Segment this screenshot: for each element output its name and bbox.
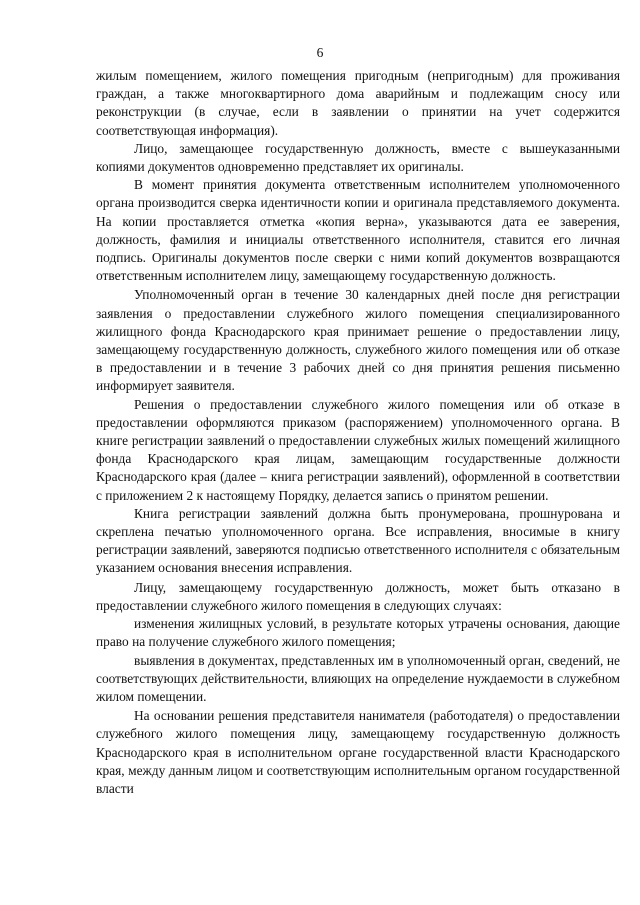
paragraph-register-book: Книга регистрации заявлений должна быть пронумерована, прошнурована и скреплена печатью уполномоченного органа. Все исправления, вносимые в книгу регистрации заявлений, заверяются подписью ответственного исполнителя с обязательным указанием основания внесения исправления. <box>96 505 620 576</box>
paragraph-decision-registration: Решения о предоставлении служебного жилого помещения или об отказе в предоставлении оформляются приказом (распоряжением) уполномоченного органа. В книге регистрации заявлений о предоставлении служебных жилых помещений жилищного фонда Краснодарского края лицам, замещающим государственные должности Краснодарского края (далее – книга регистрации заявлений), оформленной в соответствии с приложением 2 к настоящему Порядку, делается запись о принятом решении. <box>96 396 620 503</box>
paragraph-originals: Лицо, замещающее государственную должность, вместе с вышеуказанными копиями документов одновременно представляет их оригиналы. <box>96 140 620 175</box>
page-number: 6 <box>316 45 324 60</box>
paragraph-verification: В момент принятия документа ответственным исполнителем уполномоченного органа производится сверка идентичности копии и оригинала представляемого документа. На копии проставляется отметка «копия верна», указываются дата ее заверения, должность, фамилия и инициалы ответственного исполнителя, ставится его личная подпись. Оригиналы документов после сверки с ними копий документов возвращаются ответственным исполнителем лицу, замещающему государственную должность. <box>96 177 620 284</box>
refusal-ground-1: изменения жилищных условий, в результате которых утрачены основания, дающие право на получение служебного жилого помещения; <box>96 616 620 650</box>
refusal-ground-2: выявления в документах, представленных им в уполномоченный орган, сведений, не соответствующих действительности, влияющих на определение нуждаемости в служебном жилом помещении. <box>96 652 620 704</box>
document-body <box>96 67 620 798</box>
paragraph-continuation: жилым помещением, жилого помещения пригодным (непригодным) для проживания граждан, а также многоквартирного дома аварийным и подлежащим сносу или реконструкции (в случае, если в заявлении о принятии на учет содержится соответствующая информация). <box>96 68 620 138</box>
paragraph-decision-deadline: Уполномоченный орган в течение 30 календарных дней после дня регистрации заявления о предоставлении служебного жилого помещения специализированного жилищного фонда Краснодарского края принимает решение о предоставлении лицу, замещающему государственную должность, служебного жилого помещения или об отказе в предоставлении и в течение 3 рабочих дней со дня принятия решения письменно информирует заявителя. <box>96 287 620 394</box>
paragraph-contract-basis: На основании решения представителя нанимателя (работодателя) о предоставлении служебного жилого помещения лицу, замещающему государственную должность Краснодарского края в исполнительном органе государственной власти Краснодарского края, между данным лицом и соответствующим исполнительным органом государственной власти <box>96 708 620 796</box>
paragraph-refusal-grounds: Лицу, замещающему государственную должность, может быть отказано в предоставлении служебного жилого помещения в следующих случаях: <box>96 579 620 613</box>
